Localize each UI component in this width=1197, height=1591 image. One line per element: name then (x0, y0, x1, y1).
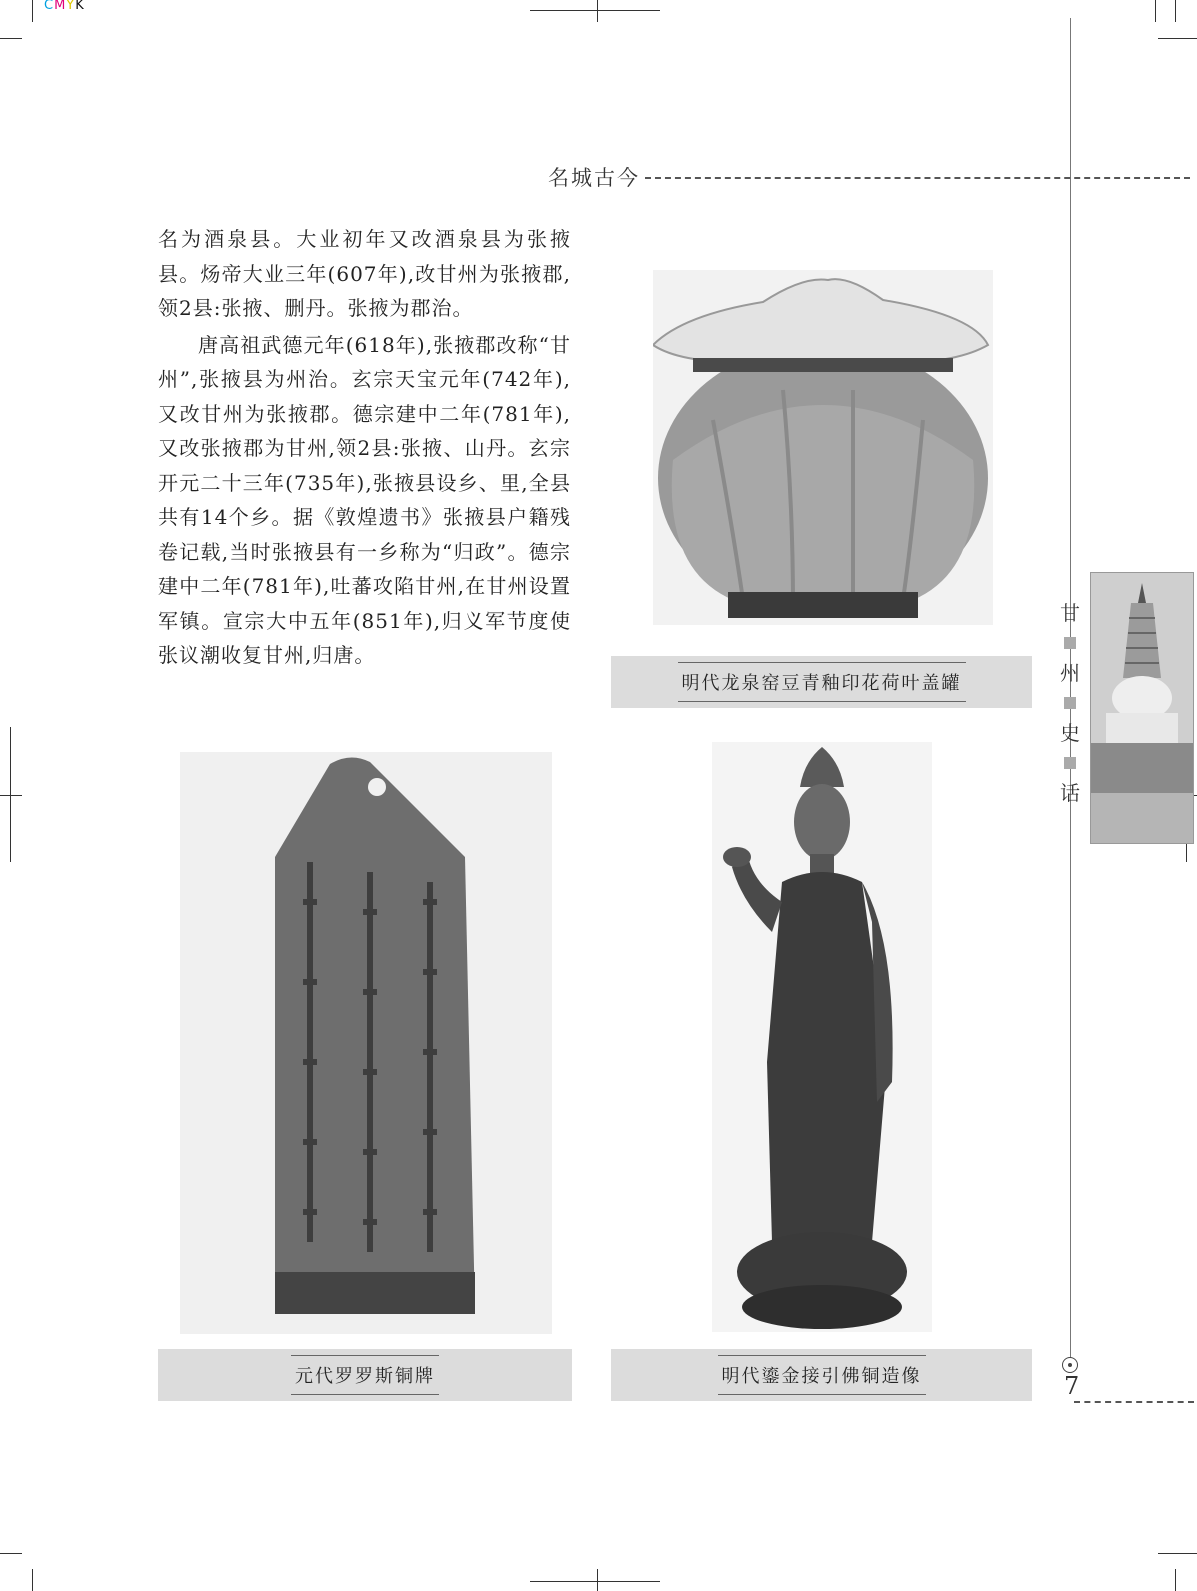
cmyk-m: M (54, 0, 67, 13)
jar-caption-box (611, 656, 1032, 708)
plaque-caption: 元代罗罗斯铜牌 (291, 1355, 439, 1395)
sidebar-char-3: 史 (1060, 721, 1080, 745)
jar-caption: 明代龙泉窑豆青釉印花荷叶盖罐 (678, 662, 966, 702)
cmyk-c: C (44, 0, 55, 13)
section-title: 名城古今 (548, 166, 640, 190)
sidebar-square (1064, 757, 1076, 769)
page-circle-icon (1062, 1357, 1078, 1373)
sidebar-square (1064, 697, 1076, 709)
plaque-illustration (180, 752, 552, 1334)
cmyk-marks (44, 0, 85, 13)
sidebar-char-2: 州 (1060, 661, 1080, 685)
cmyk-k: K (75, 0, 85, 13)
body-text (158, 222, 571, 673)
paragraph-2: 唐高祖武德元年(618年),张掖郡改称“甘州”,张掖县为州治。玄宗天宝元年(742年),又改甘州为张掖郡。德宗建中二年(781年),又改张掖郡为甘州,领2县:张掖、山丹。玄宗开元二十三年(735年),张掖县设乡、里,全县共有14个乡。据《敦煌遗书》张掖县户籍残卷记载,当时张掖县有一乡称为“归政”。德宗建中二年(781年),吐蕃攻陷甘州,在甘州设置军镇。宣宗大中五年(851年),归义军节度使张议潮收复甘州,归唐。 (158, 332, 571, 667)
header-dash-rule (645, 177, 1190, 179)
jar-illustration (653, 270, 993, 625)
sidebar-char-4: 话 (1060, 781, 1080, 805)
buddha-photo (712, 742, 932, 1332)
page-number: 7 (1064, 1372, 1080, 1400)
cmyk-y: Y (66, 0, 76, 13)
sidebar-char-1: 甘 (1060, 601, 1080, 625)
sidebar-square (1064, 637, 1076, 649)
paragraph-1: 名为酒泉县。大业初年又改酒泉县为张掖县。炀帝大业三年(607年),改甘州为张掖郡,领2县:张掖、删丹。张掖为郡治。 (158, 227, 571, 320)
plaque-caption-box (158, 1349, 572, 1401)
jar-photo (653, 270, 993, 625)
sidebar-pagoda-photo (1090, 572, 1194, 844)
buddha-caption-box (611, 1349, 1032, 1401)
pagoda-illustration (1091, 573, 1193, 843)
buddha-caption: 明代鎏金接引佛铜造像 (718, 1355, 926, 1395)
footer-dash-rule (1074, 1401, 1194, 1403)
sidebar-title (1058, 598, 1082, 808)
buddha-illustration (712, 742, 932, 1332)
plaque-photo (180, 752, 552, 1334)
